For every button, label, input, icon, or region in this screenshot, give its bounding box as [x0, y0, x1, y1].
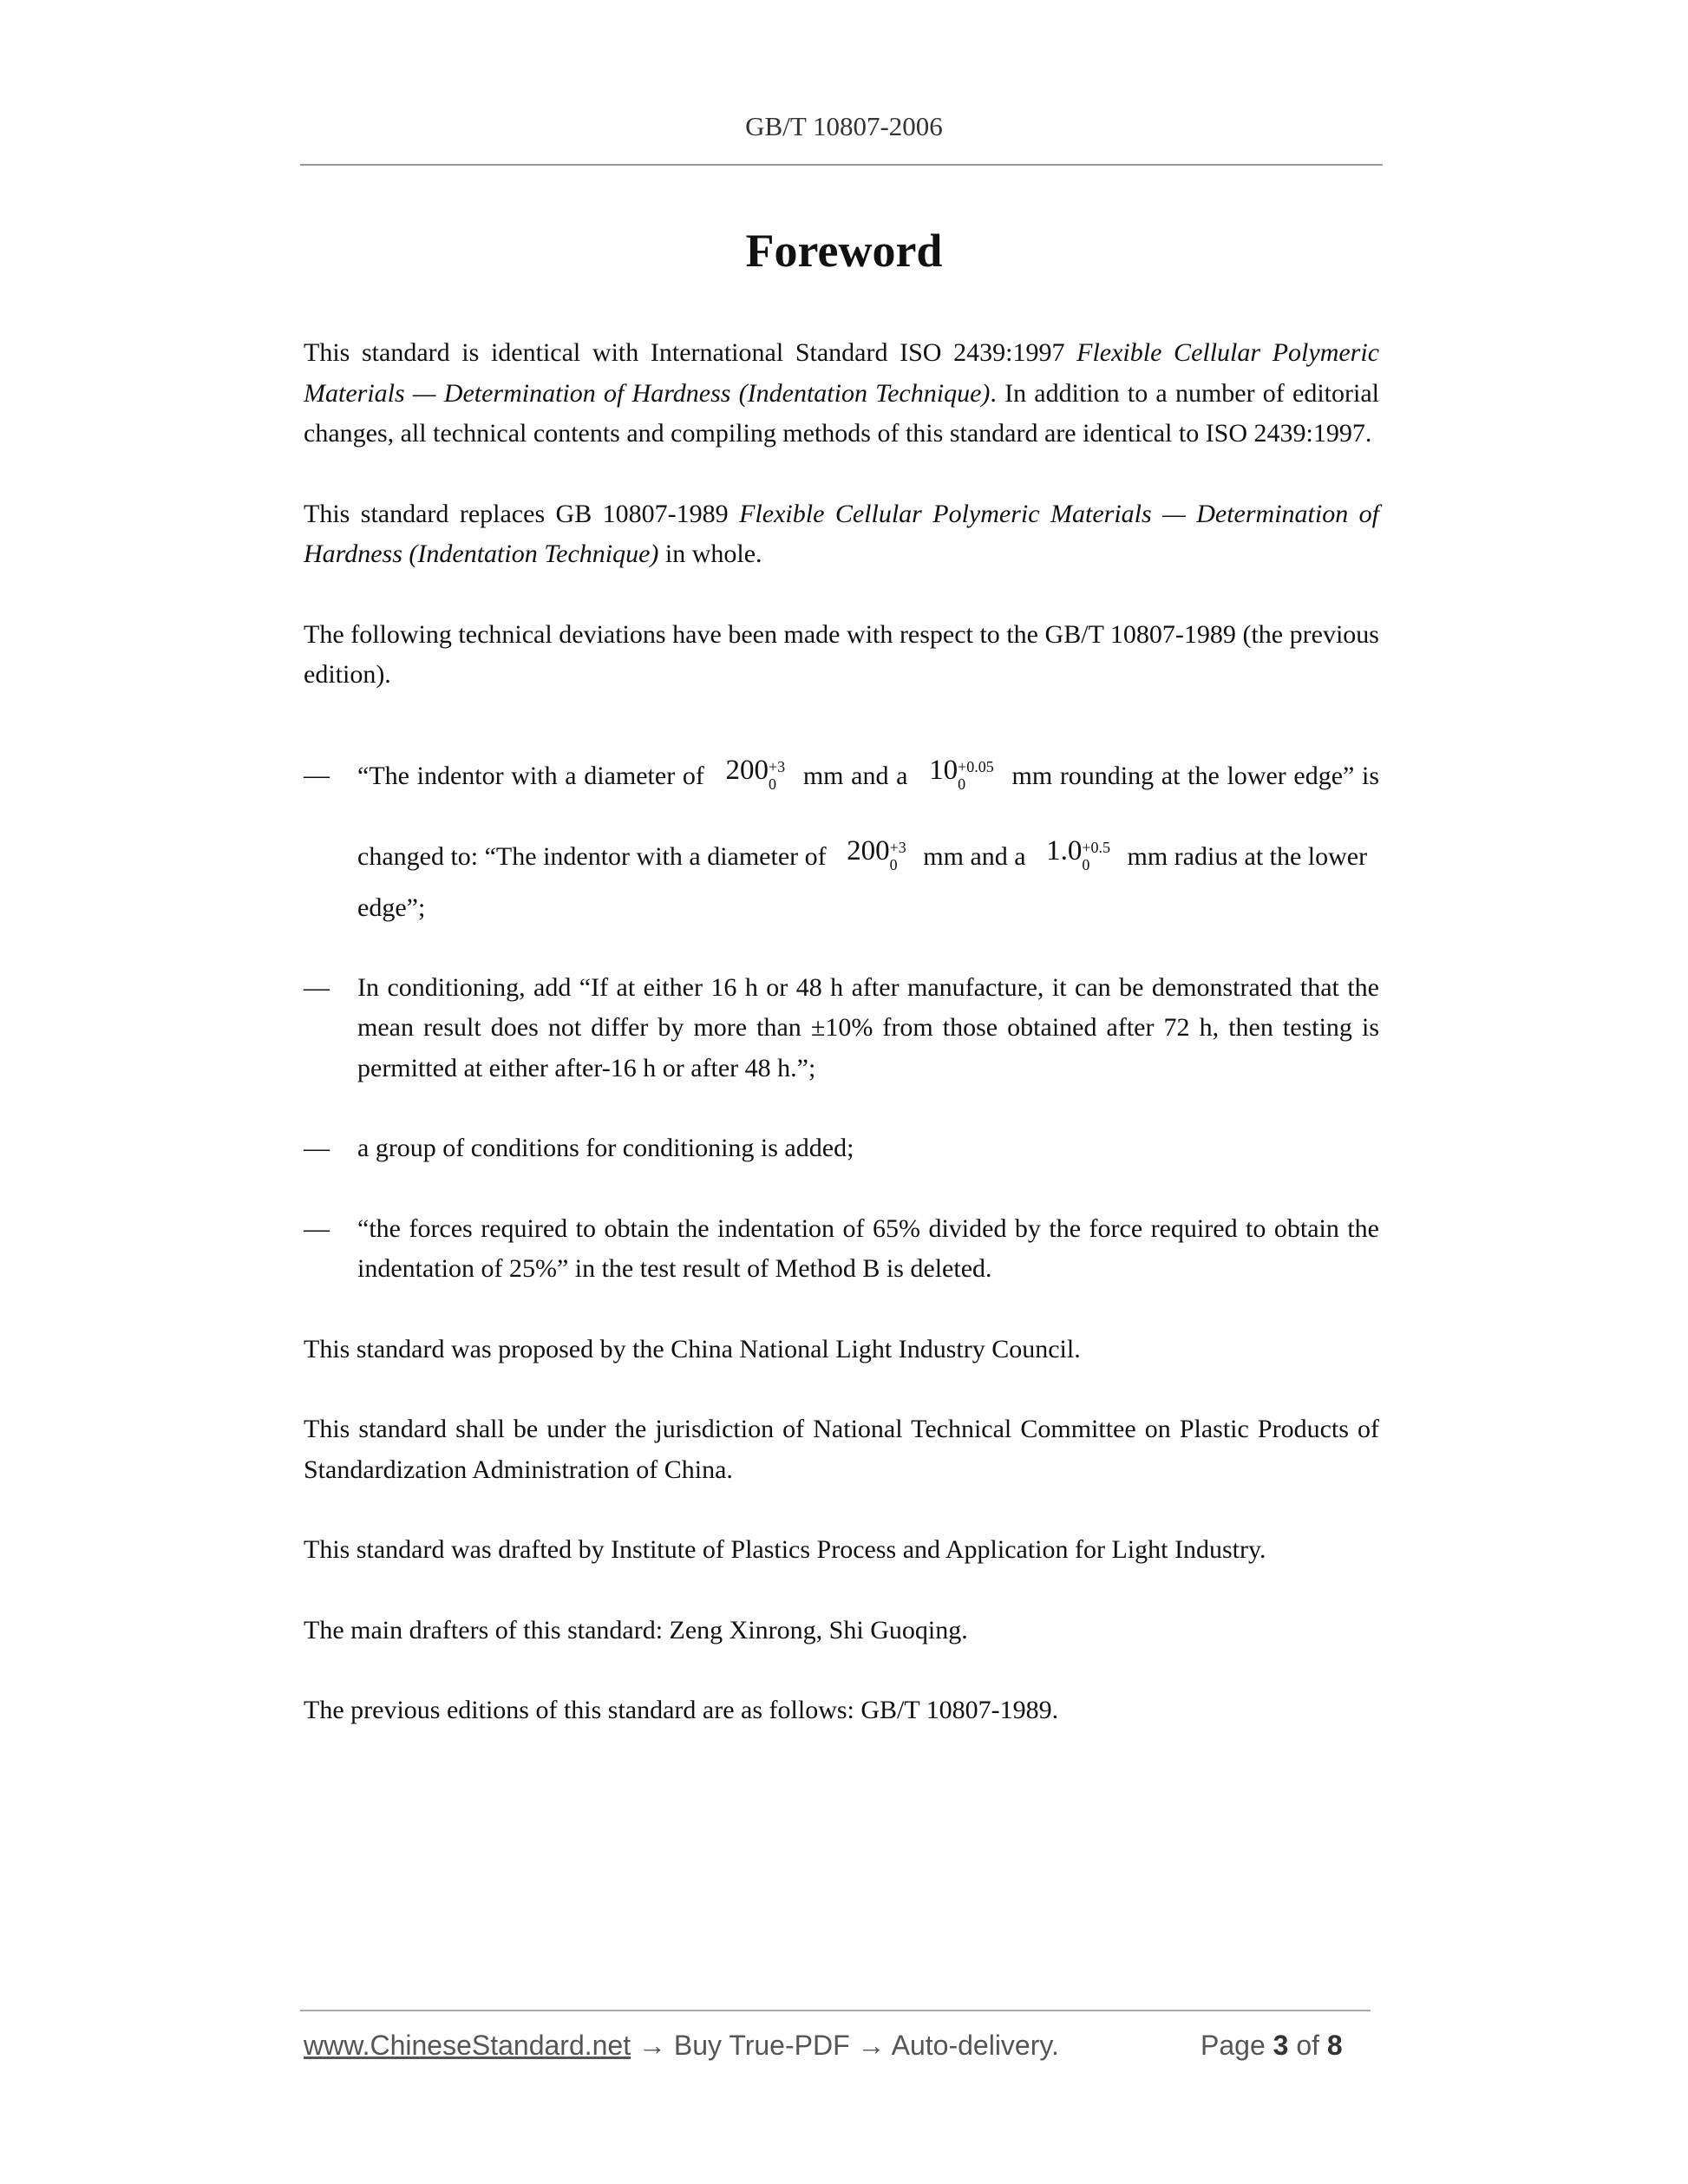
bullet-dash: —	[304, 972, 330, 1002]
document-header: GB/T 10807-2006	[745, 111, 943, 141]
list-item: — a group of conditions for conditioning is added;	[304, 1128, 1379, 1169]
tolerance-formula: 10 +0.05 0	[929, 754, 994, 793]
paragraph-proposed: This standard was proposed by the China National Light Industry Council.	[304, 1334, 1081, 1363]
list-item: — “the forces required to obtain the indentation of 65% divided by the force required to obtain the indentation of 25%” in the test result of Method B is deleted.	[304, 1209, 1379, 1290]
list-item: — In conditioning, add “If at either 16 h or 48 h after manufacture, it can be demonstrated that the mean result does not differ by more than ±10% from those obtained after 72 h, then testing is permitted at either after-16 h or after 48 h.”;	[304, 968, 1379, 1089]
paragraph-deviations: The following technical deviations have been made with respect to the GB/T 10807-1989 (the previous edition).	[304, 619, 1379, 689]
page-title: Foreword	[745, 225, 943, 277]
tolerance-formula: 200 +3 0	[847, 834, 906, 873]
bullet-dash: —	[304, 760, 330, 789]
page-indicator: Page 3 of 8	[1201, 2030, 1343, 2061]
tolerance-formula: 1.0 +0.5 0	[1046, 834, 1111, 873]
page-total: 8	[1326, 2030, 1343, 2061]
footer-divider	[300, 2010, 1371, 2011]
paragraph-drafted: This standard was drafted by Institute of Plastics Process and Application for Light Industry.	[304, 1535, 1266, 1564]
arrow-icon: →	[857, 2030, 886, 2061]
paragraph-drafters: The main drafters of this standard: Zeng Xinrong, Shi Guoqing.	[304, 1615, 968, 1645]
bullet-dash: —	[304, 1213, 330, 1243]
paragraph-replaces: This standard replaces GB 10807-1989 Flexible Cellular Polymeric Materials — Determination of Hardness (Indentation Technique) in whole.	[304, 499, 1379, 568]
website-link[interactable]: www.ChineseStandard.net	[304, 2030, 631, 2061]
tolerance-formula: 200 +3 0	[725, 754, 786, 793]
footer-promo: www.ChineseStandard.net → Buy True-PDF → Auto-delivery.	[304, 2030, 1059, 2061]
paragraph-previous-editions: The previous editions of this standard are as follows: GB/T 10807-1989.	[304, 1696, 1059, 1724]
page-number: 3	[1273, 2030, 1289, 2061]
bullet-dash: —	[304, 1134, 330, 1162]
paragraph-identical: This standard is identical with International Standard ISO 2439:1997 Flexible Cellular Polymeric Materials — Determination of Hardness (Indentation Technique). In addition to a number of editorial changes, all technical contents and compiling methods of this standard are identical to ISO 2439:1997.	[304, 338, 1380, 448]
foreword-body	[304, 333, 1379, 1771]
header-divider	[300, 164, 1383, 166]
paragraph-jurisdiction: This standard shall be under the jurisdiction of National Technical Committee on Plastic Products of Standardization Administration of China.	[304, 1415, 1379, 1484]
arrow-icon: →	[638, 2030, 666, 2061]
list-item: — “The indentor with a diameter of 200 +3 0 mm and a 10 +0.05 0 mm rounding at the lower edge” is changed to: “The indentor with a diameter of 200 +3 0 mm and a 1.0 +0.5 0 mm radius at the lower edge”;	[304, 736, 1379, 928]
